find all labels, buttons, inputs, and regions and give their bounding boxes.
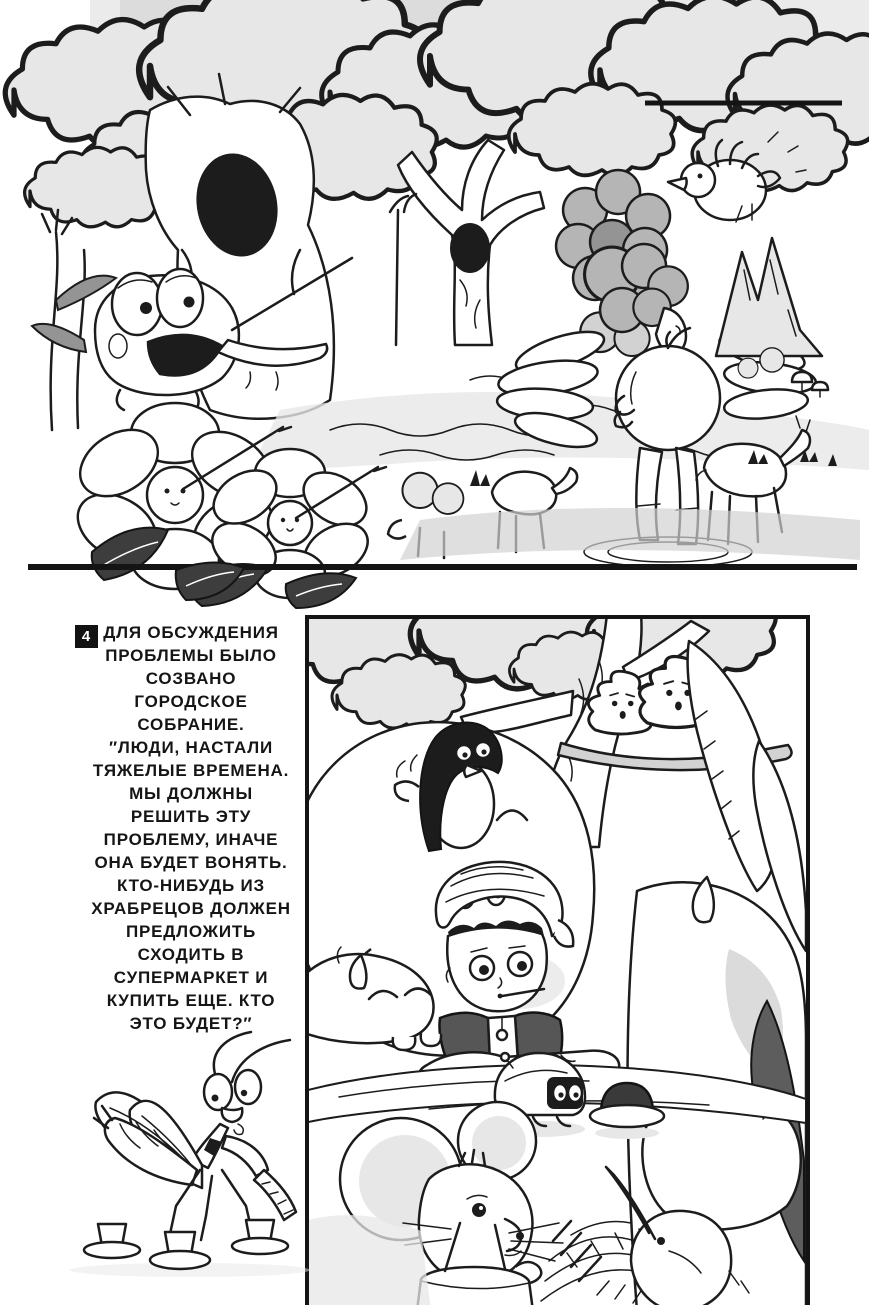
mantis	[94, 1032, 296, 1240]
caption-line: МЫ ДОЛЖНЫ	[129, 784, 253, 803]
grass-tufts	[400, 450, 860, 560]
caption-line: ДЛЯ ОБСУЖДЕНИЯ	[103, 623, 279, 642]
mantis-illustration	[50, 1028, 315, 1278]
bottom-panel-illustration	[309, 619, 806, 1305]
bottom-panel	[305, 615, 810, 1305]
caption-line: ПРОБЛЕМУ, ИНАЧЕ	[103, 830, 279, 849]
pendant	[497, 1030, 507, 1040]
caption-line: ЭТО БУДЕТ?″	[129, 1014, 253, 1033]
caption-line: КУПИТЬ ЕЩЕ. КТО	[106, 991, 276, 1010]
caption-line: СОЗВАНО	[145, 669, 237, 688]
panel-bottom-border	[28, 564, 857, 570]
knothole	[450, 223, 490, 273]
caption-line: КТО-НИБУДЬ ИЗ	[117, 876, 265, 895]
caption-line: ГОРОДСКОЕ	[134, 692, 248, 711]
caption-line: ХРАБРЕЦОВ ДОЛЖЕН	[91, 899, 291, 918]
caption-line: РЕШИТЬ ЭТУ	[130, 807, 252, 826]
panel-number-badge: 4	[75, 625, 98, 648]
caption-line: ПРЕДЛОЖИТЬ	[125, 922, 257, 941]
caption-line: СХОДИТЬ В	[137, 945, 245, 964]
foreleg-femur	[222, 1136, 268, 1176]
cups	[70, 1220, 310, 1277]
caption-line: СУПЕРМАРКЕТ И	[113, 968, 269, 987]
branchy-tree	[390, 140, 544, 345]
foreleg-tibia	[254, 1170, 296, 1220]
mantis-face	[222, 1108, 243, 1122]
caption-line: ″ЛЮДИ, НАСТАЛИ	[108, 738, 274, 757]
caption-line: ПРОБЛЕМЫ БЫЛО	[105, 646, 277, 665]
big-eared-creature	[628, 641, 806, 1305]
caption-block	[56, 621, 326, 1035]
top-panel-illustration	[0, 0, 869, 615]
caption-line: ТЯЖЕЛЫЕ ВРЕМЕНА.	[92, 761, 290, 780]
caption-line: СОБРАНИЕ.	[137, 715, 245, 734]
caption-line: ОНА БУДЕТ ВОНЯТЬ.	[94, 853, 288, 872]
